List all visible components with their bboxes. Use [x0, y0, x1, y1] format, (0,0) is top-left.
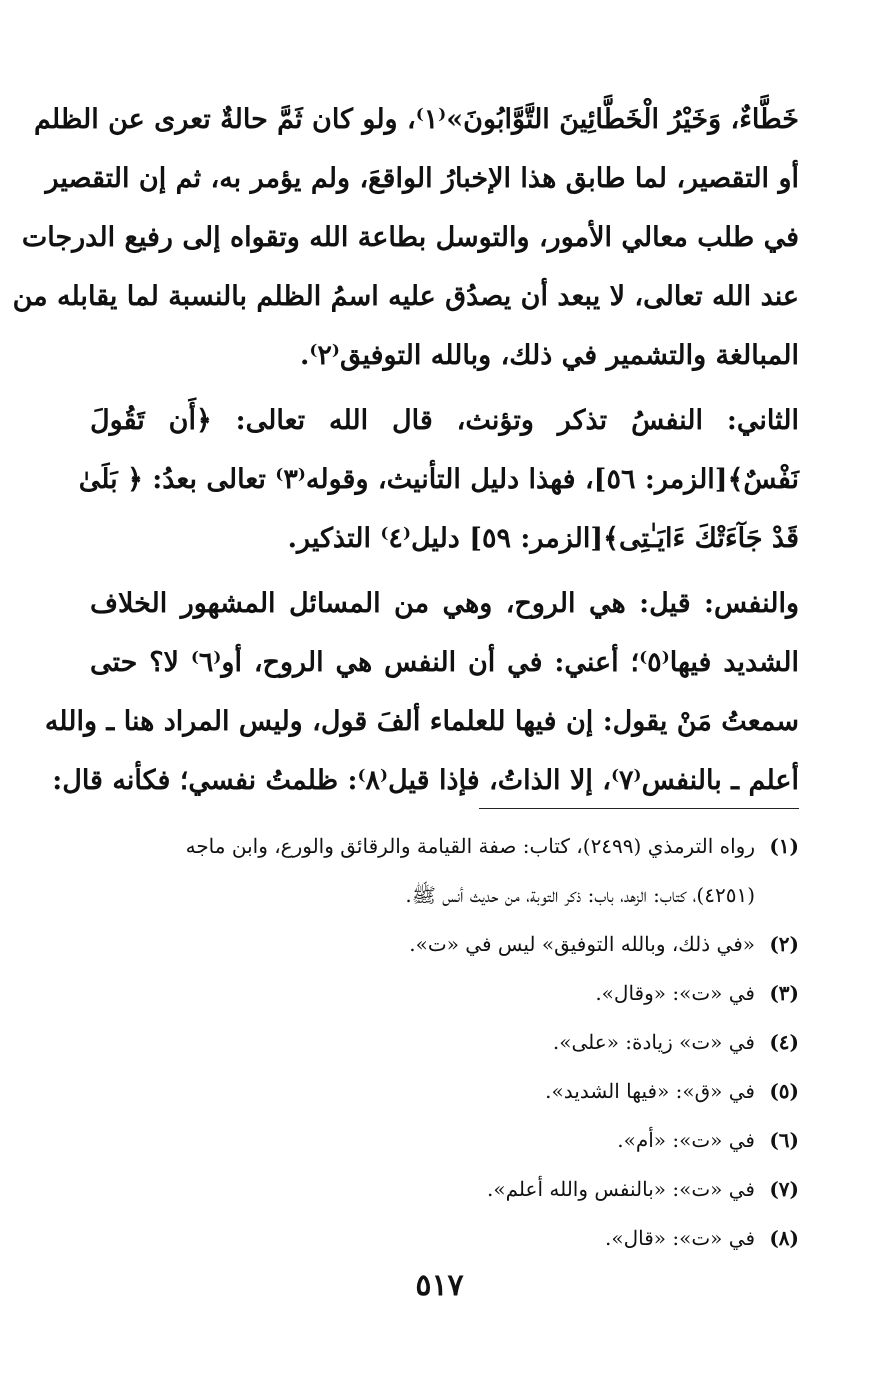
paragraph-1	[12, 90, 799, 385]
footnote-text	[90, 1214, 755, 1263]
footnote-number: (٣)	[769, 981, 799, 1005]
footnote-text	[90, 969, 755, 1018]
footnote-3	[90, 969, 799, 1018]
footnote-number: (١)	[769, 834, 799, 858]
text-line: المبالغة والتشمير في ذلك، وبالله التوفيق⁽٢⁾.	[299, 340, 799, 371]
footnote-text	[90, 1116, 755, 1165]
page-number: ٥١٧	[415, 1268, 464, 1303]
footnote-text	[90, 920, 755, 969]
text-line: خَطَّاءٌ، وَخَيْرُ الْخَطَّائِينَ التَّوَّابُونَ»⁽١⁾، ولو كان ثَمَّ حالةٌ تعرى عن الظلم	[33, 104, 799, 135]
footnote-6	[90, 1116, 799, 1165]
footnote-line: في «ت»: «وقال».	[595, 981, 755, 1005]
footnote-number: (٨)	[769, 1226, 799, 1250]
footnote-number: (٦)	[769, 1128, 799, 1152]
text-line: في طلب معالي الأمور، والتوسل بطاعة الله وتقواه إلى رفيع الدرجات	[21, 222, 799, 253]
footnote-number: (٥)	[769, 1079, 799, 1103]
text-line: سمعتُ مَنْ يقول: إن فيها للعلماء ألفَ قول، وليس المراد هنا ـ والله	[44, 706, 799, 737]
text-line: والنفس: قيل: هي الروح، وهي من المسائل المشهور الخلاف	[90, 588, 799, 619]
text-line: نَفْسٌ﴾[الزمر: ٥٦]، فهذا دليل التأنيث، وقوله⁽٣⁾ تعالى بعدُ: ﴿ بَلَىٰ	[78, 464, 799, 495]
footnote-number: (٢)	[769, 932, 799, 956]
footnote-line: في «ق»: «فيها الشديد».	[545, 1079, 755, 1103]
footnote-line: في «ت»: «قال».	[605, 1226, 755, 1250]
text-line: أعلم ـ بالنفس⁽٧⁾، إلا الذاتُ، فإذا قيل⁽٨⁾: ظلمتُ نفسي؛ فكأنه قال:	[52, 765, 799, 796]
footnote-number: (٤)	[769, 1030, 799, 1054]
text-line: قَدْ جَآءَتْكَ ءَايَـٰتِى﴾[الزمر: ٥٩] دليل⁽٤⁾ التذكير.	[287, 523, 799, 554]
footnotes	[90, 822, 799, 1263]
text-line: الشديد فيها⁽٥⁾؛ أعني: في أن النفس هي الروح، أو⁽٦⁾ لا؟ حتى	[90, 647, 800, 678]
text-line: أو التقصير، لما طابق هذا الإخبارُ الواقعَ، ولم يؤمر به، ثم إن التقصير	[45, 163, 799, 194]
main-text	[12, 90, 800, 810]
footnote-line: «في ذلك، وبالله التوفيق» ليس في «ت».	[409, 932, 755, 956]
footnote-number: (٧)	[769, 1177, 799, 1201]
footnote-text	[90, 822, 755, 920]
footnote-text	[90, 1165, 755, 1214]
footnote-7	[90, 1165, 799, 1214]
text-line: عند الله تعالى، لا يبعد أن يصدُق عليه اسمُ الظلم بالنسبة لما يقابله من	[12, 281, 799, 312]
paragraph-3	[44, 574, 800, 810]
footnote-5	[90, 1067, 799, 1116]
footnote-1	[90, 822, 799, 920]
paragraph-2	[78, 391, 799, 568]
footnote-8	[90, 1214, 799, 1263]
footnote-text	[90, 1067, 755, 1116]
footnote-line: في «ت»: «بالنفس والله أعلم».	[486, 1177, 755, 1201]
footnote-line: في «ت» زيادة: «على».	[552, 1030, 755, 1054]
footnote-line: في «ت»: «أم».	[617, 1128, 755, 1152]
footnote-4	[90, 1018, 799, 1067]
footnote-separator	[479, 808, 799, 809]
footnote-line: (٤٢٥١)، كتاب: الزهد، باب: ذكر التوبة، من حديث أنس ﷺ.	[405, 883, 755, 907]
text-line: الثاني: النفسُ تذكر وتؤنث، قال الله تعالى: ﴿أَن تَقُولَ	[90, 405, 799, 436]
footnote-2	[90, 920, 799, 969]
footnote-line: رواه الترمذي (٢٤٩٩)، كتاب: صفة القيامة والرقائق والورع، وابن ماجه	[185, 834, 755, 858]
footnote-text	[90, 1018, 755, 1067]
